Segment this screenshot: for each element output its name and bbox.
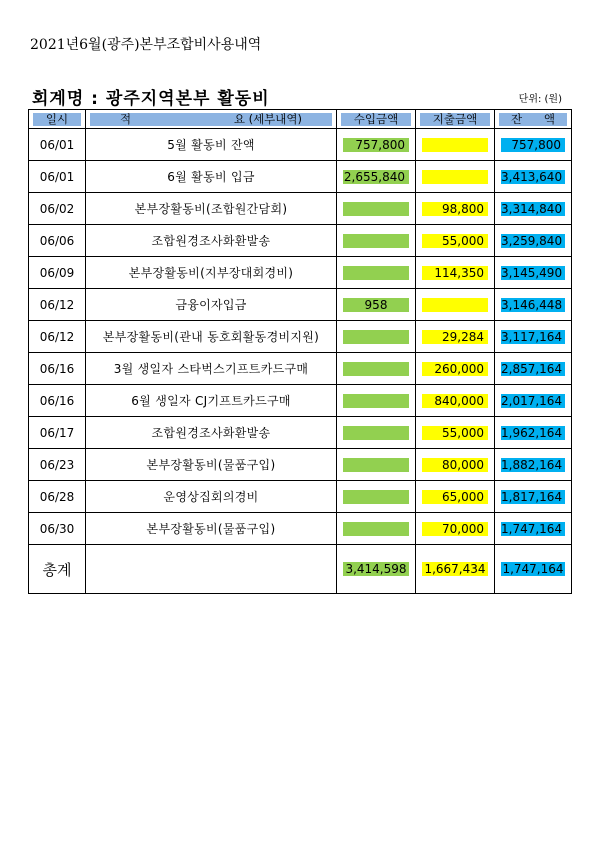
row-income: 2,655,840 bbox=[337, 161, 416, 193]
header-desc-left: 적 bbox=[120, 111, 132, 126]
row-description: 조합원경조사화환발송 bbox=[86, 225, 337, 257]
row-expense: 29,284 bbox=[416, 321, 495, 353]
table-row bbox=[29, 481, 572, 513]
row-description: 6월 생일자 CJ기프트카드구매 bbox=[86, 385, 337, 417]
row-date: 06/12 bbox=[29, 321, 86, 353]
table-row bbox=[29, 129, 572, 161]
total-label: 총계 bbox=[29, 545, 86, 594]
header-description bbox=[86, 110, 337, 129]
row-balance: 3,146,448 bbox=[495, 289, 572, 321]
row-income bbox=[337, 353, 416, 385]
table-row bbox=[29, 321, 572, 353]
row-income bbox=[337, 385, 416, 417]
row-balance: 2,017,164 bbox=[495, 385, 572, 417]
row-description: 운영상집회의경비 bbox=[86, 481, 337, 513]
header-expense: 지출금액 bbox=[416, 110, 495, 129]
row-description: 조합원경조사화환발송 bbox=[86, 417, 337, 449]
row-description: 본부장활동비(물품구입) bbox=[86, 513, 337, 545]
row-expense: 260,000 bbox=[416, 353, 495, 385]
table-row bbox=[29, 417, 572, 449]
row-income bbox=[337, 257, 416, 289]
row-description: 본부장활동비(지부장대회경비) bbox=[86, 257, 337, 289]
row-description: 본부장활동비(물품구입) bbox=[86, 449, 337, 481]
table-row bbox=[29, 385, 572, 417]
row-date: 06/16 bbox=[29, 385, 86, 417]
row-description: 5월 활동비 잔액 bbox=[86, 129, 337, 161]
table-row bbox=[29, 449, 572, 481]
row-income bbox=[337, 481, 416, 513]
row-expense bbox=[416, 129, 495, 161]
document-title: 2021년6월(광주)본부조합비사용내역 bbox=[30, 37, 262, 53]
row-expense: 80,000 bbox=[416, 449, 495, 481]
row-balance: 3,259,840 bbox=[495, 225, 572, 257]
row-income bbox=[337, 417, 416, 449]
row-expense bbox=[416, 161, 495, 193]
total-balance: 1,747,164 bbox=[495, 545, 572, 594]
row-description: 본부장활동비(관내 동호회활동경비지원) bbox=[86, 321, 337, 353]
row-date: 06/01 bbox=[29, 129, 86, 161]
header-balance-right: 액 bbox=[543, 111, 555, 126]
account-name: 회계명 : 광주지역본부 활동비 bbox=[32, 89, 270, 109]
table-row bbox=[29, 225, 572, 257]
total-desc bbox=[86, 545, 337, 594]
row-income bbox=[337, 449, 416, 481]
row-expense: 70,000 bbox=[416, 513, 495, 545]
row-date: 06/01 bbox=[29, 161, 86, 193]
row-date: 06/09 bbox=[29, 257, 86, 289]
row-income: 958 bbox=[337, 289, 416, 321]
row-date: 06/06 bbox=[29, 225, 86, 257]
row-description: 본부장활동비(조합원간담회) bbox=[86, 193, 337, 225]
table-row bbox=[29, 513, 572, 545]
row-expense: 840,000 bbox=[416, 385, 495, 417]
table-row bbox=[29, 257, 572, 289]
header-income: 수입금액 bbox=[337, 110, 416, 129]
row-description: 6월 활동비 입금 bbox=[86, 161, 337, 193]
row-balance: 1,962,164 bbox=[495, 417, 572, 449]
row-date: 06/12 bbox=[29, 289, 86, 321]
row-balance: 1,747,164 bbox=[495, 513, 572, 545]
row-balance: 3,117,164 bbox=[495, 321, 572, 353]
row-date: 06/17 bbox=[29, 417, 86, 449]
row-description: 3월 생일자 스타벅스기프트카드구매 bbox=[86, 353, 337, 385]
row-balance: 1,817,164 bbox=[495, 481, 572, 513]
header-balance bbox=[495, 110, 572, 129]
row-income bbox=[337, 321, 416, 353]
row-balance: 1,882,164 bbox=[495, 449, 572, 481]
table-row bbox=[29, 353, 572, 385]
row-balance: 3,413,640 bbox=[495, 161, 572, 193]
total-row bbox=[29, 545, 572, 594]
row-date: 06/02 bbox=[29, 193, 86, 225]
row-description: 금융이자입금 bbox=[86, 289, 337, 321]
row-date: 06/16 bbox=[29, 353, 86, 385]
row-balance: 2,857,164 bbox=[495, 353, 572, 385]
row-expense: 114,350 bbox=[416, 257, 495, 289]
unit-label: 단위: (원) bbox=[518, 94, 562, 105]
row-income: 757,800 bbox=[337, 129, 416, 161]
row-expense: 55,000 bbox=[416, 225, 495, 257]
ledger-table bbox=[28, 109, 572, 594]
ledger-table-container bbox=[28, 109, 571, 594]
header-balance-left: 잔 bbox=[511, 111, 523, 126]
total-expense: 1,667,434 bbox=[416, 545, 495, 594]
table-row bbox=[29, 289, 572, 321]
row-income bbox=[337, 513, 416, 545]
header-date: 일시 bbox=[29, 110, 86, 129]
row-balance: 757,800 bbox=[495, 129, 572, 161]
row-date: 06/23 bbox=[29, 449, 86, 481]
header-desc-right: 요 (세부내역) bbox=[233, 111, 302, 126]
total-income: 3,414,598 bbox=[337, 545, 416, 594]
row-expense: 55,000 bbox=[416, 417, 495, 449]
row-balance: 3,145,490 bbox=[495, 257, 572, 289]
row-date: 06/28 bbox=[29, 481, 86, 513]
row-income bbox=[337, 225, 416, 257]
table-row bbox=[29, 193, 572, 225]
row-balance: 3,314,840 bbox=[495, 193, 572, 225]
row-expense bbox=[416, 289, 495, 321]
row-expense: 98,800 bbox=[416, 193, 495, 225]
row-expense: 65,000 bbox=[416, 481, 495, 513]
header-row bbox=[29, 110, 572, 129]
table-row bbox=[29, 161, 572, 193]
row-date: 06/30 bbox=[29, 513, 86, 545]
row-income bbox=[337, 193, 416, 225]
